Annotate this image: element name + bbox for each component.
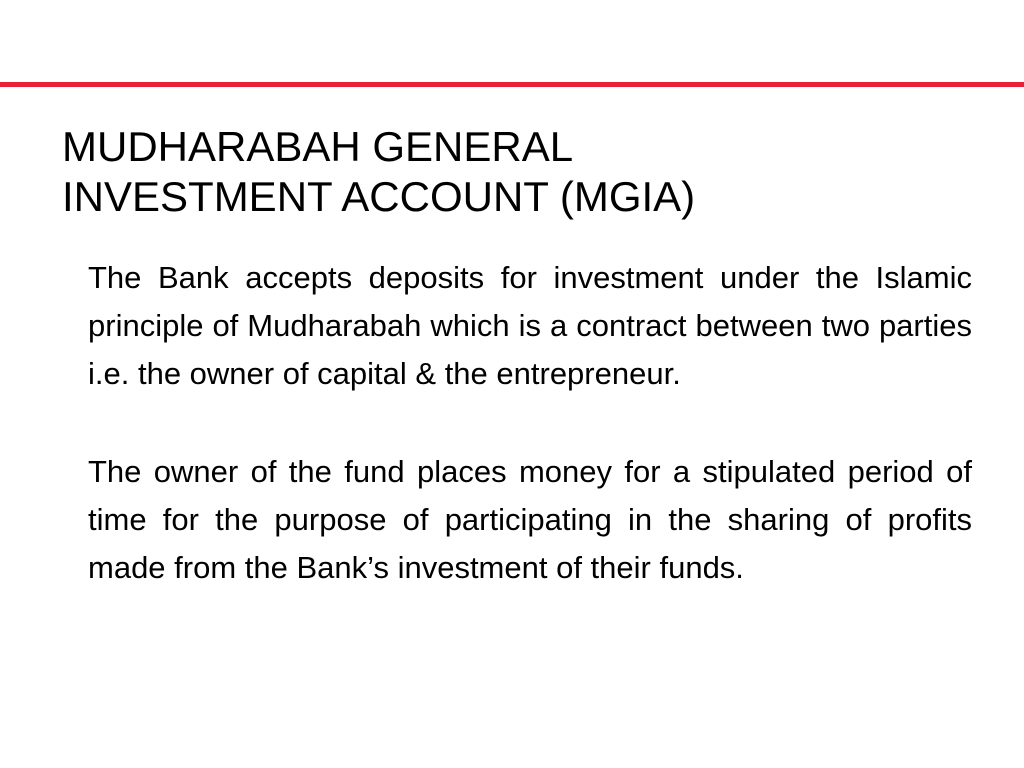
body-paragraph-deposits: The Bank accepts deposits for investment under the Islamic principle of Mudharabah which is a contract between two parties i.e. the owner of capital & the entrepreneur. xyxy=(88,260,972,391)
slide-title-line-2: INVESTMENT ACCOUNT (MGIA) xyxy=(62,173,696,220)
slide-title-line-1: MUDHARABAH GENERAL xyxy=(62,123,574,170)
header-accent-rule xyxy=(0,82,1024,87)
body-paragraph-profit-sharing: The owner of the fund places money for a stipulated period of time for the purpose of participating in the sharing of profits made from the Bank’s investment of their funds. xyxy=(88,454,972,585)
slide-title xyxy=(62,122,962,222)
slide-body xyxy=(88,254,972,592)
